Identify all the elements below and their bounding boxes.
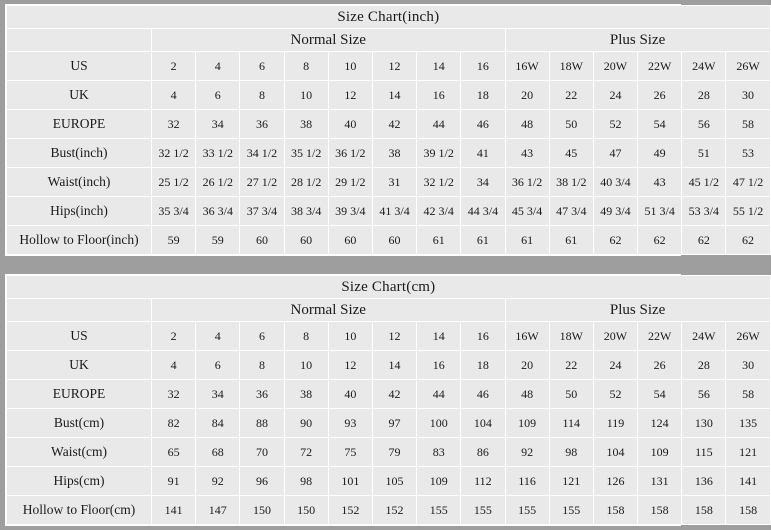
cell: 26 1/2 xyxy=(196,168,240,197)
cell: 40 xyxy=(328,110,372,139)
cell: 61 xyxy=(505,226,549,255)
cell: 8 xyxy=(284,52,328,81)
cell: 4 xyxy=(196,52,240,81)
cell: 54 xyxy=(638,110,682,139)
cell: 34 xyxy=(196,380,240,409)
table-row xyxy=(7,139,771,168)
cell: 24 xyxy=(593,81,637,110)
cell: 50 xyxy=(549,110,593,139)
cell: 28 1/2 xyxy=(284,168,328,197)
cell: 135 xyxy=(726,409,770,438)
cell: 20 xyxy=(505,351,549,380)
cell: 36 xyxy=(240,110,284,139)
row-label: UK xyxy=(7,81,152,110)
cell: 158 xyxy=(638,496,682,525)
cell: 10 xyxy=(328,52,372,81)
cell: 121 xyxy=(726,438,770,467)
cell: 60 xyxy=(328,226,372,255)
cell: 114 xyxy=(549,409,593,438)
table-row xyxy=(7,168,771,197)
table-row xyxy=(7,351,771,380)
cell: 32 1/2 xyxy=(417,168,461,197)
cell: 32 1/2 xyxy=(152,139,196,168)
cell: 43 xyxy=(505,139,549,168)
cell: 101 xyxy=(328,467,372,496)
cell: 12 xyxy=(372,322,416,351)
cell: 58 xyxy=(726,380,770,409)
cell: 48 xyxy=(505,110,549,139)
cell: 55 1/2 xyxy=(726,197,770,226)
cell: 22W xyxy=(638,322,682,351)
cell: 131 xyxy=(638,467,682,496)
cell: 6 xyxy=(196,81,240,110)
cell: 121 xyxy=(549,467,593,496)
cell: 62 xyxy=(682,226,726,255)
cell: 83 xyxy=(417,438,461,467)
cell: 4 xyxy=(152,81,196,110)
cell: 155 xyxy=(417,496,461,525)
cell: 39 3/4 xyxy=(328,197,372,226)
cell: 98 xyxy=(549,438,593,467)
cell: 40 3/4 xyxy=(593,168,637,197)
cell: 6 xyxy=(240,322,284,351)
cell: 96 xyxy=(240,467,284,496)
cell: 36 xyxy=(240,380,284,409)
cell: 12 xyxy=(372,52,416,81)
cell: 150 xyxy=(284,496,328,525)
cell: 20 xyxy=(505,81,549,110)
table-row xyxy=(7,409,771,438)
cell: 42 xyxy=(372,380,416,409)
cell: 98 xyxy=(284,467,328,496)
cell: 50 xyxy=(549,380,593,409)
cell: 104 xyxy=(461,409,505,438)
size-chart-inch-table xyxy=(6,5,771,255)
cell: 97 xyxy=(372,409,416,438)
cell: 130 xyxy=(682,409,726,438)
cell: 48 xyxy=(505,380,549,409)
cell: 16W xyxy=(505,52,549,81)
cell: 124 xyxy=(638,409,682,438)
cell: 26W xyxy=(726,52,770,81)
cell: 33 1/2 xyxy=(196,139,240,168)
cell: 42 3/4 xyxy=(417,197,461,226)
cell: 90 xyxy=(284,409,328,438)
cell: 62 xyxy=(593,226,637,255)
cell: 41 3/4 xyxy=(372,197,416,226)
cell: 34 xyxy=(461,168,505,197)
size-chart-cm-table xyxy=(6,275,771,525)
cell: 26 xyxy=(638,81,682,110)
cell: 158 xyxy=(726,496,770,525)
cell: 14 xyxy=(417,322,461,351)
cell: 27 1/2 xyxy=(240,168,284,197)
group-header-plus: Plus Size xyxy=(505,29,770,52)
cell: 16 xyxy=(461,322,505,351)
table-row xyxy=(7,81,771,110)
cell: 61 xyxy=(549,226,593,255)
cell: 54 xyxy=(638,380,682,409)
cell: 4 xyxy=(152,351,196,380)
cell: 36 1/2 xyxy=(328,139,372,168)
table-group-row xyxy=(7,299,771,322)
cell: 79 xyxy=(372,438,416,467)
group-header-normal: Normal Size xyxy=(152,29,506,52)
cell: 16 xyxy=(461,52,505,81)
cell: 16 xyxy=(417,81,461,110)
cell: 32 xyxy=(152,110,196,139)
cell: 119 xyxy=(593,409,637,438)
cell: 72 xyxy=(284,438,328,467)
cell: 88 xyxy=(240,409,284,438)
cell: 126 xyxy=(593,467,637,496)
table-row xyxy=(7,496,771,525)
cell: 91 xyxy=(152,467,196,496)
cell: 30 xyxy=(726,351,770,380)
cell: 22 xyxy=(549,351,593,380)
cell: 6 xyxy=(196,351,240,380)
cell: 115 xyxy=(682,438,726,467)
cell: 141 xyxy=(152,496,196,525)
cell: 82 xyxy=(152,409,196,438)
cell: 45 xyxy=(549,139,593,168)
row-label: EUROPE xyxy=(7,110,152,139)
cell: 150 xyxy=(240,496,284,525)
cell: 105 xyxy=(372,467,416,496)
row-label: Hollow to Floor(inch) xyxy=(7,226,152,255)
size-chart-inch-block xyxy=(5,4,764,256)
cell: 18W xyxy=(549,322,593,351)
cell: 51 xyxy=(682,139,726,168)
table-title: Size Chart(cm) xyxy=(7,276,771,299)
cell: 62 xyxy=(726,226,770,255)
row-label: Hips(inch) xyxy=(7,197,152,226)
cell: 40 xyxy=(328,380,372,409)
cell: 158 xyxy=(682,496,726,525)
cell: 35 1/2 xyxy=(284,139,328,168)
row-label: US xyxy=(7,52,152,81)
row-label: US xyxy=(7,322,152,351)
cell: 36 3/4 xyxy=(196,197,240,226)
cell: 32 xyxy=(152,380,196,409)
cell: 155 xyxy=(549,496,593,525)
cell: 25 1/2 xyxy=(152,168,196,197)
cell: 22 xyxy=(549,81,593,110)
cell: 18 xyxy=(461,81,505,110)
cell: 6 xyxy=(240,52,284,81)
cell: 61 xyxy=(461,226,505,255)
cell: 100 xyxy=(417,409,461,438)
table-row xyxy=(7,110,771,139)
cell: 4 xyxy=(196,322,240,351)
cell: 31 xyxy=(372,168,416,197)
cell: 8 xyxy=(284,322,328,351)
table-group-row xyxy=(7,29,771,52)
cell: 68 xyxy=(196,438,240,467)
cell: 38 xyxy=(284,110,328,139)
cell: 24W xyxy=(682,322,726,351)
row-label: Bust(inch) xyxy=(7,139,152,168)
cell: 37 3/4 xyxy=(240,197,284,226)
cell: 152 xyxy=(372,496,416,525)
cell: 26 xyxy=(638,351,682,380)
cell: 109 xyxy=(638,438,682,467)
cell: 38 3/4 xyxy=(284,197,328,226)
table-title-row xyxy=(7,6,771,29)
cell: 60 xyxy=(372,226,416,255)
cell: 47 1/2 xyxy=(726,168,770,197)
cell: 75 xyxy=(328,438,372,467)
cell: 14 xyxy=(372,81,416,110)
cell: 65 xyxy=(152,438,196,467)
cell: 28 xyxy=(682,351,726,380)
cell: 35 3/4 xyxy=(152,197,196,226)
cell: 59 xyxy=(152,226,196,255)
table-row xyxy=(7,467,771,496)
cell: 39 1/2 xyxy=(417,139,461,168)
cell: 8 xyxy=(240,81,284,110)
cell: 38 1/2 xyxy=(549,168,593,197)
cell: 36 1/2 xyxy=(505,168,549,197)
cell: 116 xyxy=(505,467,549,496)
cell: 44 xyxy=(417,110,461,139)
cell: 147 xyxy=(196,496,240,525)
cell: 52 xyxy=(593,380,637,409)
table-gap xyxy=(0,260,686,266)
cell: 42 xyxy=(372,110,416,139)
cell: 70 xyxy=(240,438,284,467)
cell: 44 3/4 xyxy=(461,197,505,226)
cell: 141 xyxy=(726,467,770,496)
cell: 14 xyxy=(417,52,461,81)
cell: 8 xyxy=(240,351,284,380)
table-title-row xyxy=(7,276,771,299)
cell: 86 xyxy=(461,438,505,467)
cell: 24W xyxy=(682,52,726,81)
cell: 49 3/4 xyxy=(593,197,637,226)
cell: 45 1/2 xyxy=(682,168,726,197)
cell: 109 xyxy=(417,467,461,496)
cell: 136 xyxy=(682,467,726,496)
cell: 34 1/2 xyxy=(240,139,284,168)
row-label: UK xyxy=(7,351,152,380)
cell: 24 xyxy=(593,351,637,380)
cell: 62 xyxy=(638,226,682,255)
cell: 43 xyxy=(638,168,682,197)
row-label: Waist(inch) xyxy=(7,168,152,197)
cell: 18 xyxy=(461,351,505,380)
table-row xyxy=(7,380,771,409)
cell: 29 1/2 xyxy=(328,168,372,197)
cell: 52 xyxy=(593,110,637,139)
cell: 47 xyxy=(593,139,637,168)
cell: 12 xyxy=(328,351,372,380)
cell: 155 xyxy=(461,496,505,525)
size-chart-cm-block xyxy=(5,274,760,526)
table-row xyxy=(7,322,771,351)
cell: 47 3/4 xyxy=(549,197,593,226)
group-header-plus: Plus Size xyxy=(505,299,770,322)
cell: 34 xyxy=(196,110,240,139)
cell: 46 xyxy=(461,110,505,139)
cell: 10 xyxy=(328,322,372,351)
row-label-header xyxy=(7,299,152,322)
cell: 16 xyxy=(417,351,461,380)
cell: 22W xyxy=(638,52,682,81)
cell: 20W xyxy=(593,52,637,81)
table-row xyxy=(7,52,771,81)
cell: 112 xyxy=(461,467,505,496)
cell: 28 xyxy=(682,81,726,110)
cell: 41 xyxy=(461,139,505,168)
cell: 104 xyxy=(593,438,637,467)
cell: 53 xyxy=(726,139,770,168)
cell: 10 xyxy=(284,81,328,110)
cell: 152 xyxy=(328,496,372,525)
row-label: Hollow to Floor(cm) xyxy=(7,496,152,525)
cell: 93 xyxy=(328,409,372,438)
cell: 92 xyxy=(196,467,240,496)
row-label: Bust(cm) xyxy=(7,409,152,438)
row-label: Waist(cm) xyxy=(7,438,152,467)
cell: 56 xyxy=(682,380,726,409)
table-title: Size Chart(inch) xyxy=(7,6,771,29)
cell: 16W xyxy=(505,322,549,351)
cell: 2 xyxy=(152,322,196,351)
cell: 56 xyxy=(682,110,726,139)
row-label: Hips(cm) xyxy=(7,467,152,496)
cell: 158 xyxy=(593,496,637,525)
cell: 26W xyxy=(726,322,770,351)
cell: 58 xyxy=(726,110,770,139)
cell: 18W xyxy=(549,52,593,81)
cell: 109 xyxy=(505,409,549,438)
group-header-normal: Normal Size xyxy=(152,299,506,322)
cell: 51 3/4 xyxy=(638,197,682,226)
cell: 14 xyxy=(372,351,416,380)
cell: 44 xyxy=(417,380,461,409)
cell: 92 xyxy=(505,438,549,467)
cell: 12 xyxy=(328,81,372,110)
cell: 61 xyxy=(417,226,461,255)
cell: 46 xyxy=(461,380,505,409)
cell: 60 xyxy=(240,226,284,255)
cell: 53 3/4 xyxy=(682,197,726,226)
table-row xyxy=(7,197,771,226)
cell: 2 xyxy=(152,52,196,81)
cell: 38 xyxy=(284,380,328,409)
cell: 49 xyxy=(638,139,682,168)
cell: 38 xyxy=(372,139,416,168)
cell: 30 xyxy=(726,81,770,110)
cell: 59 xyxy=(196,226,240,255)
row-label-header xyxy=(7,29,152,52)
cell: 60 xyxy=(284,226,328,255)
cell: 20W xyxy=(593,322,637,351)
cell: 155 xyxy=(505,496,549,525)
cell: 84 xyxy=(196,409,240,438)
table-row xyxy=(7,226,771,255)
table-row xyxy=(7,438,771,467)
cell: 10 xyxy=(284,351,328,380)
row-label: EUROPE xyxy=(7,380,152,409)
cell: 45 3/4 xyxy=(505,197,549,226)
